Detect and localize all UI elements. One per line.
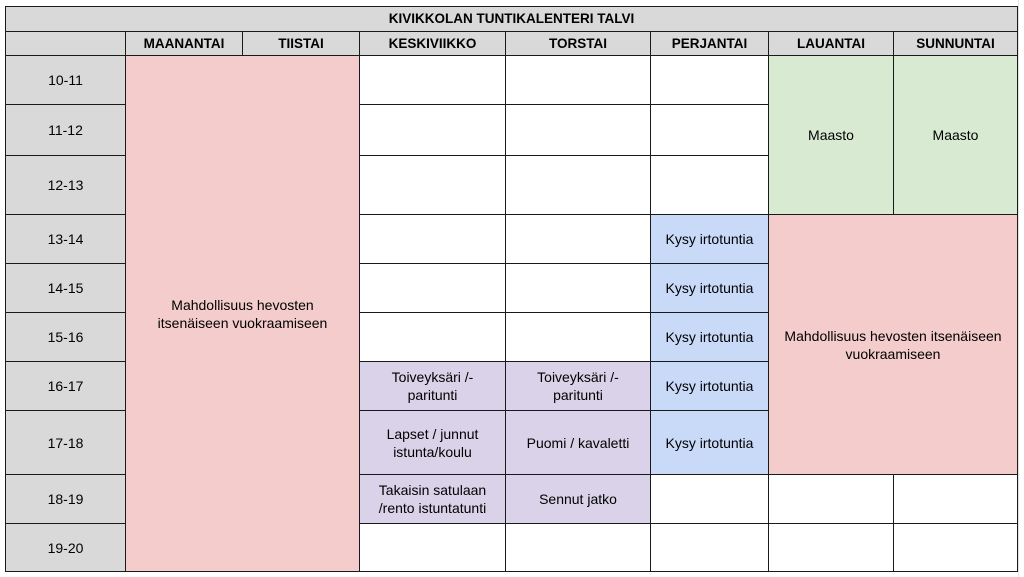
lesson-thu-18-19[interactable]: Sennut jatko [505,474,651,524]
empty-slot[interactable] [359,523,506,572]
dropin-fri-15-16[interactable]: Kysy irtotuntia [650,312,769,362]
empty-slot[interactable] [650,104,769,156]
empty-slot[interactable] [505,214,651,264]
empty-slot[interactable] [359,55,506,105]
empty-slot[interactable] [650,474,769,524]
empty-slot[interactable] [893,474,1018,524]
lesson-wed-17-18[interactable]: Lapset / junnut istunta/koulu [359,410,506,475]
empty-slot[interactable] [505,155,651,215]
empty-slot[interactable] [359,104,506,156]
empty-slot[interactable] [505,55,651,105]
empty-slot[interactable] [650,523,769,572]
rental-block-mon-tue: Mahdollisuus hevosten itsenäiseen vuokraamiseen [125,55,360,572]
day-header-wednesday: KESKIVIIKKO [359,31,506,56]
lesson-thu-17-18[interactable]: Puomi / kavaletti [505,410,651,475]
empty-slot[interactable] [768,523,894,572]
time-label: 12-13 [5,155,126,215]
lesson-thu-16-17[interactable]: Toiveyksäri /-paritunti [505,361,651,411]
empty-slot[interactable] [505,523,651,572]
time-label: 17-18 [5,410,126,475]
dropin-fri-13-14[interactable]: Kysy irtotuntia [650,214,769,264]
empty-slot[interactable] [505,104,651,156]
day-header-monday: MAANANTAI [125,31,243,56]
terrain-block-saturday[interactable]: Maasto [768,55,894,215]
dropin-fri-17-18[interactable]: Kysy irtotuntia [650,410,769,475]
sheet-gridline [1018,0,1019,577]
time-label: 14-15 [5,263,126,313]
corner-cell [5,31,126,56]
empty-slot[interactable] [505,312,651,362]
day-header-sunday: SUNNUNTAI [893,31,1018,56]
empty-slot[interactable] [359,155,506,215]
dropin-fri-16-17[interactable]: Kysy irtotuntia [650,361,769,411]
day-header-saturday: LAUANTAI [768,31,894,56]
time-label: 13-14 [5,214,126,264]
empty-slot[interactable] [650,155,769,215]
dropin-fri-14-15[interactable]: Kysy irtotuntia [650,263,769,313]
empty-slot[interactable] [768,474,894,524]
time-label: 19-20 [5,523,126,572]
empty-slot[interactable] [893,523,1018,572]
lesson-wed-18-19[interactable]: Takaisin satulaan /rento istuntatunti [359,474,506,524]
day-header-friday: PERJANTAI [650,31,769,56]
time-label: 18-19 [5,474,126,524]
empty-slot[interactable] [359,214,506,264]
lesson-wed-16-17[interactable]: Toiveyksäri /-paritunti [359,361,506,411]
rental-block-weekend: Mahdollisuus hevosten itsenäiseen vuokraamiseen [768,214,1018,475]
time-label: 15-16 [5,312,126,362]
empty-slot[interactable] [359,263,506,313]
day-header-tuesday: TIISTAI [242,31,360,56]
time-label: 16-17 [5,361,126,411]
terrain-block-sunday[interactable]: Maasto [893,55,1018,215]
time-label: 11-12 [5,104,126,156]
time-label: 10-11 [5,55,126,105]
schedule-title: KIVIKKOLAN TUNTIKALENTERI TALVI [5,6,1018,32]
empty-slot[interactable] [650,55,769,105]
empty-slot[interactable] [359,312,506,362]
day-header-thursday: TORSTAI [505,31,651,56]
empty-slot[interactable] [505,263,651,313]
